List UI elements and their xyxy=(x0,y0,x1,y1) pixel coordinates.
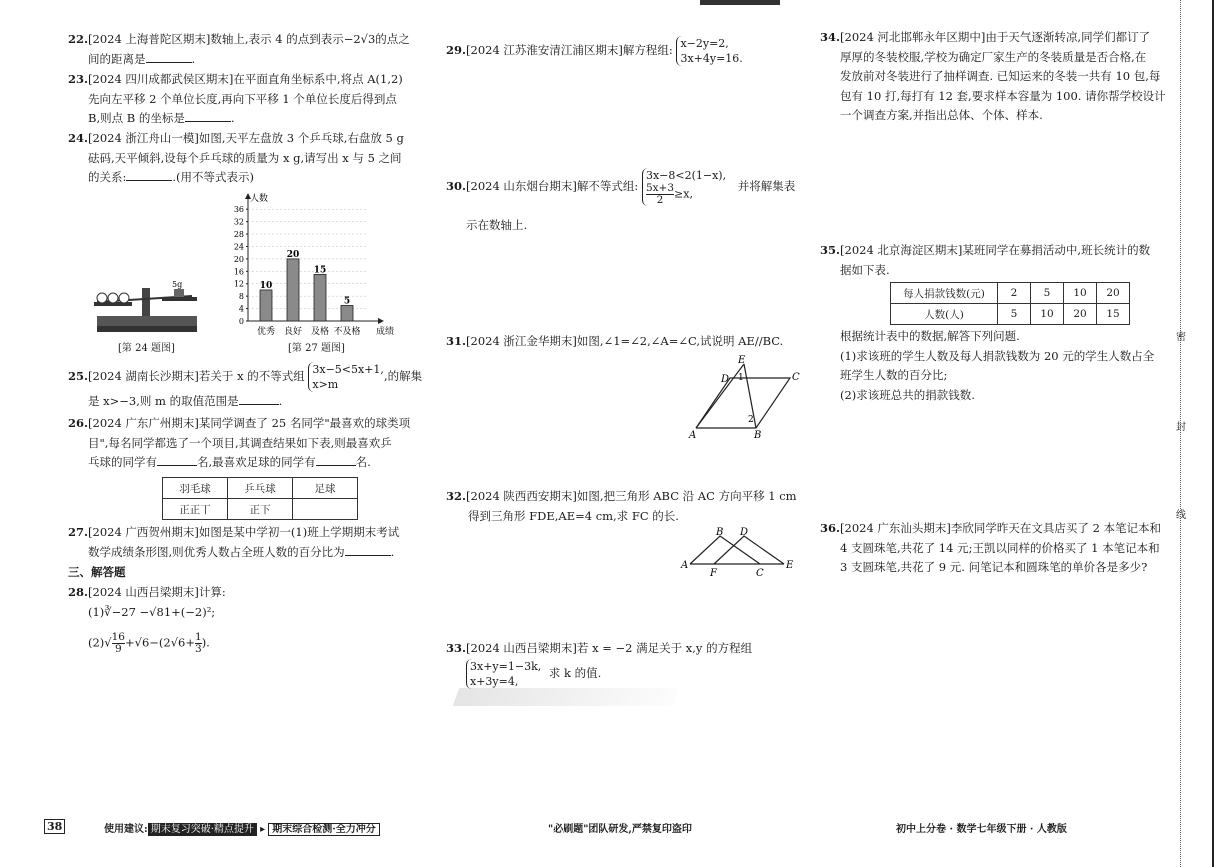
label-E: E xyxy=(786,560,794,571)
table-cell: 20 xyxy=(1064,304,1097,325)
question-33: 33.[2024 山西吕梁期末]若 x = −2 满足关于 x,y 的方程组 3x+y=1−3k, x+3y=4, 求 k 的值. xyxy=(446,641,753,688)
scan-artifact xyxy=(453,688,680,706)
figure-27-caption: [第 27 题图] xyxy=(288,343,345,354)
footer-right: 初中上分卷 · 数学七年级下册 · 人教版 xyxy=(896,824,1067,835)
category-label: 良好 xyxy=(283,327,303,337)
y-tick-label: 24 xyxy=(233,242,244,252)
figure-24-caption: [第 24 题图] xyxy=(118,343,175,354)
question-30: 30.[2024 山东烟台期末]解不等式组: 3x−8<2(1−x), $\frac{5x+3}{2}$ ≥x, 并将解集表 xyxy=(446,169,796,206)
header-remnant xyxy=(700,0,780,5)
bar xyxy=(260,290,272,321)
y-tick-label: 4 xyxy=(238,304,244,314)
question-36: 36.[2024 广东汕头期末]李欣同学昨天在文具店买了 2 本笔记本和 4 支圆珠笔,共花了 14 元;王凯以同样的价格买了 1 本笔记本和 3 支圆珠笔,共花了 9 元. 问笔记本和圆珠笔的单价各是多少? xyxy=(820,521,1162,574)
label-F: F xyxy=(710,568,717,578)
ping-pong-ball xyxy=(119,293,129,303)
ping-pong-ball xyxy=(97,293,107,303)
seal-mark: 线 xyxy=(1176,510,1186,521)
bar-chart xyxy=(218,185,408,337)
balance-figure xyxy=(92,278,202,338)
seal-mark: 封 xyxy=(1176,422,1186,433)
y-tick-label: 36 xyxy=(233,205,244,215)
category-label: 不及格 xyxy=(333,327,361,337)
section-heading: 三、解答题 xyxy=(68,565,126,579)
label-D: D xyxy=(721,374,730,385)
question-28-part2: (2)√ $\frac{16}{9}$ +√6−(2√6+ $\frac{1}{3}$ ). xyxy=(88,631,210,655)
binding-line xyxy=(1180,0,1181,867)
question-32: 32.[2024 陕西西安期末]如图,把三角形 ABC 沿 AC 方向平移 1 cm 得到三角形 FDE,AE=4 cm,求 FC 的长. xyxy=(446,489,797,523)
category-label: 优秀 xyxy=(256,327,276,337)
ping-pong-ball xyxy=(108,293,118,303)
tally-cell xyxy=(293,499,358,520)
question-30-line2: 示在数轴上. xyxy=(466,218,528,232)
table-cell: 20 xyxy=(1097,283,1130,304)
header-cell: 乒乓球 xyxy=(228,478,293,499)
category-label: 及格 xyxy=(310,327,330,337)
question-24: 24.[2024 浙江舟山一模]如图,天平左盘放 3 个乒乓球,右盘放 5 g 砝码,天平倾斜,设每个乒乓球的质量为 x g,请写出 x 与 5 之间 的关系: .(用不等式表示) xyxy=(68,131,404,184)
question-25: 25.[2024 湖南长沙期末]若关于 x 的不等式组 3x−5<5x+1, x>m,的解集 是 x>−3,则 m 的取值范围是 . xyxy=(68,363,423,408)
bar xyxy=(341,305,353,321)
x-axis-arrow xyxy=(378,318,384,324)
table-cell: 10 xyxy=(1064,283,1097,304)
page-number: 38 xyxy=(44,820,65,833)
bar-value-label: 20 xyxy=(286,249,300,260)
y-tick-label: 12 xyxy=(233,279,244,289)
label-E: E xyxy=(738,355,746,366)
donation-table xyxy=(890,282,1130,325)
balance-base xyxy=(97,316,197,326)
y-tick-label: 20 xyxy=(233,254,244,264)
question-35: 35.[2024 北京海淀区期末]某班同学在募捐活动中,班长统计的数 据如下表. xyxy=(820,243,1151,277)
label-A: A xyxy=(689,430,697,440)
tally-table xyxy=(162,477,358,520)
table-cell: 2 xyxy=(998,283,1031,304)
table-cell: 5 xyxy=(998,304,1031,325)
table-cell: 15 xyxy=(1097,304,1130,325)
question-31: 31.[2024 浙江金华期末]如图,∠1=∠2,∠A=∠C,试说明 AE//BC. xyxy=(446,334,784,348)
weight-block xyxy=(174,289,184,297)
label-D: D xyxy=(740,527,749,538)
seal-mark: 密 xyxy=(1176,332,1186,343)
bar-value-label: 10 xyxy=(259,280,273,291)
footer-advice: 使用建议: 期末复习突破·精点提升 ▸ 期末综合检测·全力冲分 xyxy=(104,820,380,835)
parallelogram-figure xyxy=(688,352,800,440)
table-cell: 5 xyxy=(1031,283,1064,304)
question-22: 22.[2024 上海普陀区期末]数轴上,表示 4 的点到表示−2√3的点之 间的距离是 . xyxy=(68,32,410,66)
question-27: 27.[2024 广西贺州期末]如图是某中学初一(1)班上学期期末考试 数学成绩条形图,则优秀人数占全班人数的百分比为 . xyxy=(68,525,400,559)
tally-cell: 正下 xyxy=(228,499,293,520)
label-A: A xyxy=(681,560,689,571)
bar-value-label: 15 xyxy=(313,265,327,276)
header-cell: 足球 xyxy=(293,478,358,499)
tally-cell: 正正丅 xyxy=(163,499,228,520)
question-23: 23.[2024 四川成都武侯区期末]在平面直角坐标系中,将点 A(1,2) 先向左平移 2 个单位长度,再向下平移 1 个单位长度后得到点 B,则点 B 的坐标是 . xyxy=(68,72,403,125)
weight-label: 5g xyxy=(172,280,183,289)
question-34: 34.[2024 河北邯郸永年区期中]由于天气逐渐转凉,同学们都订了 厚厚的冬装校服,学校为确定厂家生产的冬装质量是否合格,在 发放前对冬装进行了抽样调查. 已知运来的冬装一共有 10 包,每 包有 10 打,每打有 12 套,要求样本容量为 100. 请你帮学校设计 一个调查方案,并指出总体、个体、样本. xyxy=(820,30,1166,122)
label-C: C xyxy=(792,372,800,383)
question-26: 26.[2024 广东广州期末]某同学调查了 25 名同学"最喜欢的球类项 目",每名同学都选了一个项目,其调查结果如下表,则最喜欢乒 乓球的同学有 名,最喜欢足球的同学有 名. xyxy=(68,416,411,469)
angle-1-label: 1 xyxy=(738,373,744,383)
footer-center: "必刷题"团队研发,严禁复印盗印 xyxy=(548,824,692,835)
label-B: B xyxy=(716,527,724,538)
y-tick-label: 0 xyxy=(238,317,244,326)
angle-2-label: 2 xyxy=(748,415,754,425)
y-tick-label: 28 xyxy=(233,230,244,240)
y-axis-label: 人数 xyxy=(250,194,269,204)
question-35-parts: 根据统计表中的数据,解答下列问题. (1)求该班的学生人数及每人捐款钱数为 20 元的学生人数占全 班学生人数的百分比; (2)求该班总共的捐款钱数. xyxy=(840,329,1155,402)
bar-value-label: 5 xyxy=(343,296,351,307)
header-cell: 羽毛球 xyxy=(163,478,228,499)
label-B: B xyxy=(754,430,762,440)
row-label: 人数(人) xyxy=(891,304,998,325)
question-29: 29.[2024 江苏淮安清江浦区期末]解方程组: x−2y=2, 3x+4y=16. xyxy=(446,37,743,65)
page-edge xyxy=(1212,0,1214,867)
bar xyxy=(287,259,299,321)
label-C: C xyxy=(756,568,764,578)
y-tick-label: 8 xyxy=(238,292,244,302)
row-label: 每人捐款钱数(元) xyxy=(891,283,998,304)
question-28: 28.[2024 山西吕梁期末]计算: (1)∛−27 −√81+(−2)²; xyxy=(68,585,226,619)
y-tick-label: 16 xyxy=(233,267,244,277)
right-pan xyxy=(162,297,197,301)
y-tick-label: 32 xyxy=(233,217,244,227)
table-cell: 10 xyxy=(1031,304,1064,325)
x-axis-label: 成绩 xyxy=(376,327,395,337)
translation-figure xyxy=(680,526,798,578)
bar xyxy=(314,274,326,321)
